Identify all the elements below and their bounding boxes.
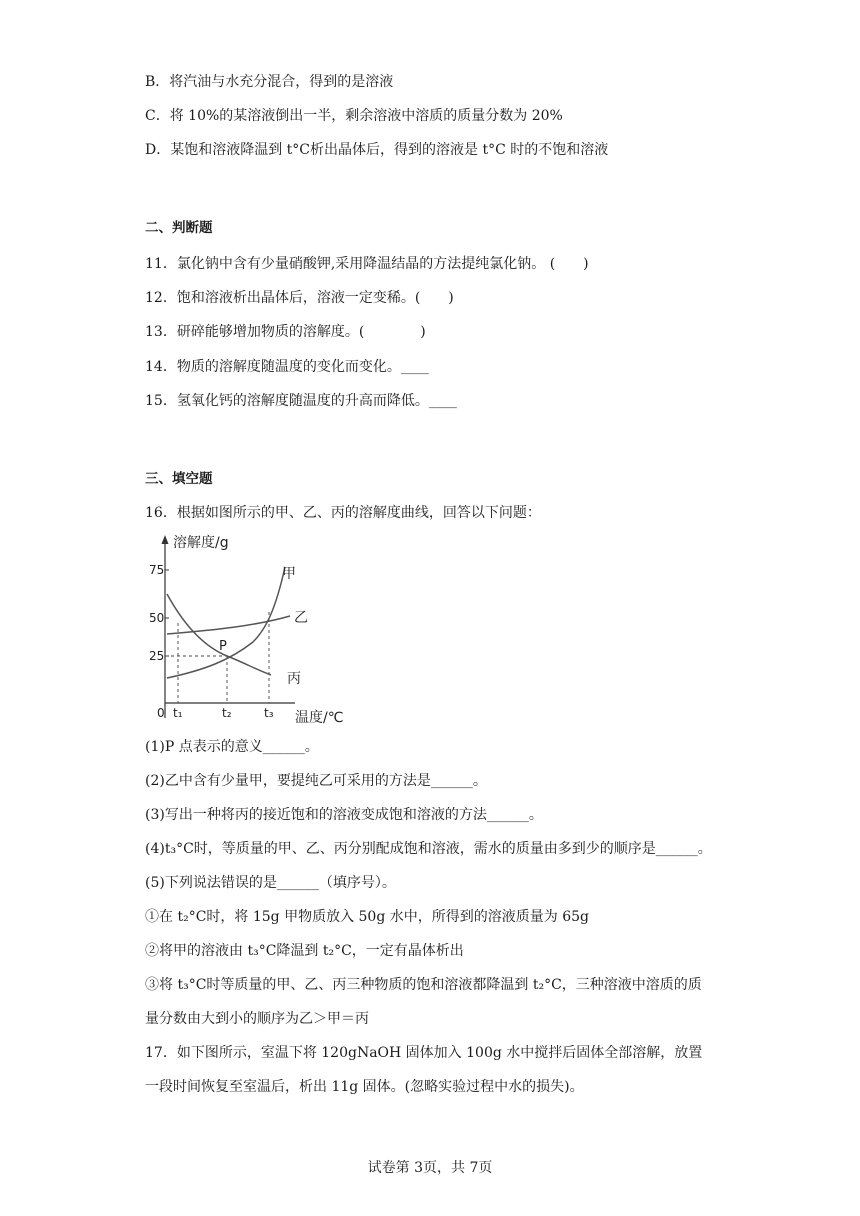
question-16-part-2: (2)乙中含有少量甲，要提纯乙可采用的方法是______。 — [145, 773, 487, 789]
option-b: B．将汽油与水充分混合，得到的是溶液 — [145, 74, 394, 90]
y-tick-label: 25 — [149, 649, 165, 663]
curve-yi — [167, 616, 290, 634]
x-tick-label: t₃ — [264, 706, 274, 720]
question-16-part-4: (4)t₃°C时，等质量的甲、乙、丙分别配成饱和溶液，需水的质量由多到少的顺序是______。 — [145, 841, 712, 857]
x-tick-label: t₁ — [173, 706, 183, 720]
section-title-judgement: 二、判断题 — [145, 220, 213, 236]
question-16-part-1: (1)P 点表示的意义______。 — [145, 739, 319, 755]
section-title-fill: 三、填空题 — [145, 471, 213, 487]
solubility-chart — [145, 532, 355, 724]
question-14: 14．物质的溶解度随温度的变化而变化。____ — [145, 359, 429, 375]
question-13: 13．研碎能够增加物质的溶解度。( ) — [145, 324, 426, 340]
question-16-part-5: (5)下列说法错误的是______（填序号）。 — [145, 875, 396, 891]
series-label-bing: 丙 — [287, 671, 301, 687]
question-16-stem: 16．根据如图所示的甲、乙、丙的溶解度曲线，回答以下问题： — [145, 505, 541, 521]
option-statement-2: ②将甲的溶液由 t₃°C降温到 t₂°C，一定有晶体析出 — [145, 943, 464, 959]
question-15: 15．氢氧化钙的溶解度随温度的升高而降低。____ — [145, 393, 457, 409]
question-16-part-3: (3)写出一种将丙的接近饱和的溶液变成饱和溶液的方法______。 — [145, 807, 543, 823]
series-label-jia: 甲 — [282, 566, 296, 582]
page-footer: 试卷第 3页，共 7页 — [367, 1160, 493, 1176]
series-label-yi: 乙 — [294, 610, 308, 626]
x-tick-label: t₂ — [222, 706, 232, 720]
y-axis-label: 溶解度/g — [173, 535, 229, 551]
question-11: 11．氯化钠中含有少量硝酸钾,采用降温结晶的方法提纯氯化钠。 ( ) — [145, 256, 589, 272]
option-statement-1: ①在 t₂°C时，将 15g 甲物质放入 50g 水中，所得到的溶液质量为 65g — [145, 909, 589, 925]
x-axis-label: 温度/℃ — [295, 710, 344, 724]
option-statement-3: ③将 t₃°C时等质量的甲、乙、丙三种物质的饱和溶液都降温到 t₂°C，三种溶液中溶质的质量分数由大到小的顺序为乙＞甲＝丙 — [145, 977, 702, 1027]
y-tick-label: 50 — [149, 611, 165, 625]
y-axis-arrow — [162, 535, 169, 544]
origin-label: 0 — [157, 706, 165, 720]
question-17: 17．如下图所示，室温下将 120gNaOH 固体加入 100g 水中搅拌后固体全部溶解，放置一段时间恢复至室温后，析出 11g 固体。(忽略实验过程中水的损失)。 — [145, 1045, 703, 1095]
y-tick-label: 75 — [149, 563, 165, 577]
question-12: 12．饱和溶液析出晶体后，溶液一定变稀。( ) — [145, 290, 454, 306]
option-d: D．某饱和溶液降温到 t°C析出晶体后，得到的溶液是 t°C 时的不饱和溶液 — [145, 142, 609, 158]
option-c: C．将 10%的某溶液倒出一半，剩余溶液中溶质的质量分数为 20% — [145, 108, 563, 124]
point-p-label: P — [219, 639, 227, 654]
